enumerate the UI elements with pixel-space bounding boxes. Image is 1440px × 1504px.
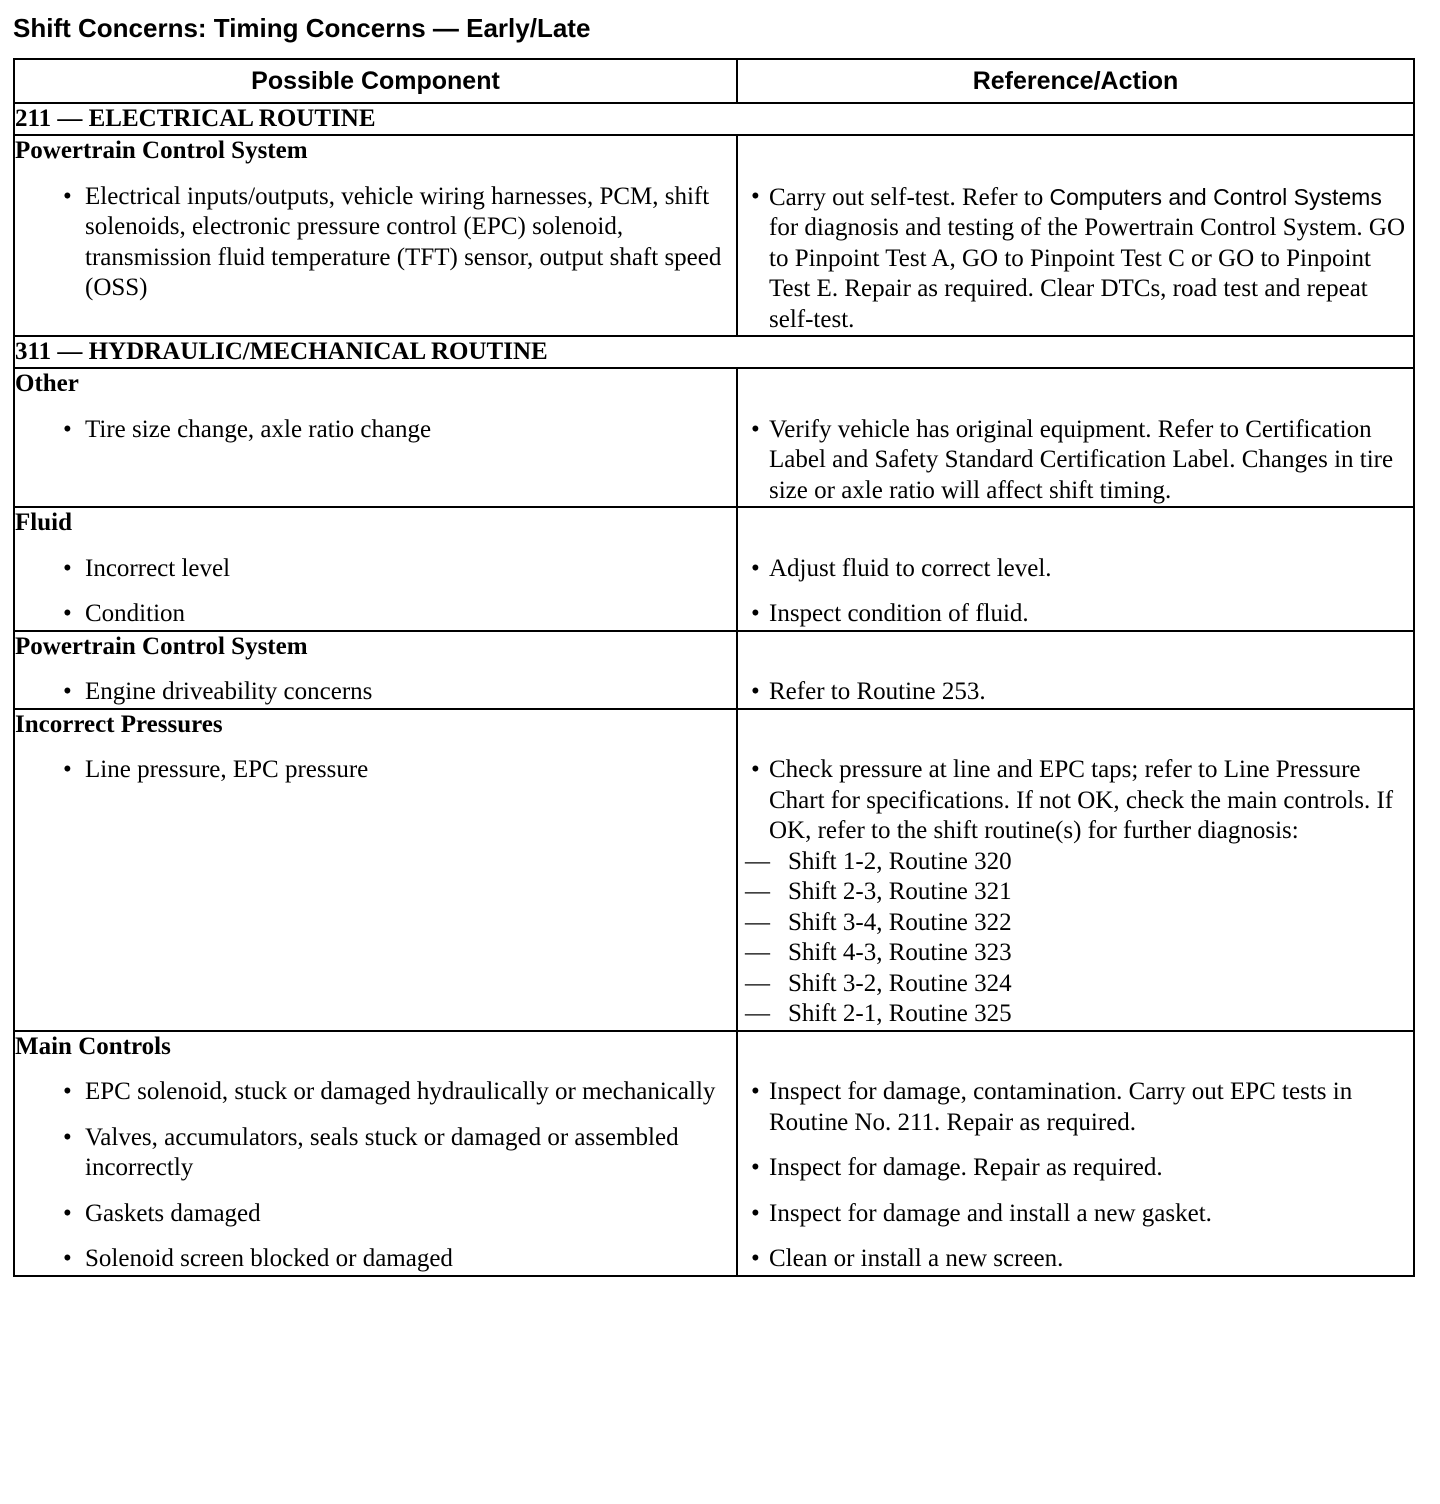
dash-icon: —	[745, 969, 770, 997]
category-label: Fluid	[15, 509, 72, 536]
component-text: Condition	[85, 600, 186, 627]
shift-routine-text: Shift 3-4, Routine 322	[788, 908, 1012, 936]
action-cell	[737, 1031, 1414, 1276]
component-item	[15, 755, 736, 786]
routine-heading-row	[14, 336, 1414, 368]
action-text-content: Adjust fluid to correct level.	[769, 554, 1052, 582]
bullet-icon: •	[751, 182, 760, 210]
component-item	[15, 554, 736, 585]
manual-section-reference: Computers and Control Systems	[1049, 183, 1382, 210]
bullet-icon: •	[751, 1154, 760, 1181]
action-item	[738, 1244, 1413, 1275]
bullet-icon: •	[63, 678, 72, 705]
shift-routine-item	[738, 877, 1413, 908]
bullet-icon: •	[63, 1123, 72, 1151]
action-item	[738, 1199, 1413, 1230]
action-text	[769, 1154, 1163, 1181]
table-row	[14, 135, 1414, 336]
header-reference-action: Reference/Action	[737, 59, 1414, 103]
header-row	[14, 59, 1414, 103]
action-item	[738, 182, 1413, 336]
action-item	[738, 554, 1413, 585]
bullet-icon: •	[751, 600, 760, 627]
bullet-icon: •	[751, 1245, 760, 1272]
action-text	[769, 1200, 1212, 1227]
diagnosis-table	[13, 58, 1415, 1277]
action-text	[769, 600, 1029, 627]
category-label: Incorrect Pressures	[15, 710, 223, 738]
action-text-post: for diagnosis and testing of the Powertrain Control System. GO to Pinpoint Test A, GO to Pinpoint Test C or GO to Pinpoint Test E. Repair as required. Clear DTCs, road test and repeat self-test.	[769, 214, 1406, 333]
action-text	[769, 756, 1393, 844]
action-text	[769, 1078, 1352, 1136]
component-cell	[14, 1031, 737, 1276]
shift-routine-text: Shift 4-3, Routine 323	[788, 939, 1012, 966]
component-item	[15, 1123, 736, 1184]
component-item	[15, 182, 736, 304]
component-text: Engine driveability concerns	[85, 678, 373, 705]
bullet-icon: •	[751, 415, 760, 443]
bullet-icon: •	[751, 756, 760, 783]
action-text-content: Inspect for damage, contamination. Carry out EPC tests in Routine No. 211. Repair as required.	[769, 1078, 1353, 1136]
action-text	[769, 1245, 1063, 1272]
shift-routine-text: Shift 2-3, Routine 321	[788, 878, 1012, 905]
action-item	[738, 1153, 1413, 1184]
component-item	[15, 599, 736, 630]
action-text-content: Verify vehicle has original equipment. Refer to Certification Label and Safety Standard Certification Label. Changes in tire size or axle ratio will affect shift timing.	[769, 415, 1394, 504]
category-spacer	[738, 369, 1413, 400]
action-item	[738, 677, 1413, 708]
category-label: Other	[15, 370, 79, 397]
shift-routine-text: Shift 3-2, Routine 324	[788, 969, 1012, 997]
action-item	[738, 599, 1413, 630]
dash-icon: —	[745, 939, 770, 966]
component-text: Gaskets damaged	[85, 1199, 261, 1227]
component-text: Tire size change, axle ratio change	[85, 415, 432, 443]
action-item	[738, 415, 1413, 507]
component-item	[15, 677, 736, 708]
component-cell	[14, 368, 737, 507]
category-spacer	[738, 710, 1413, 741]
action-text-content: Clean or install a new screen.	[769, 1245, 1064, 1272]
category-label: Powertrain Control System	[15, 632, 308, 660]
category-spacer	[738, 508, 1413, 539]
component-text: Solenoid screen blocked or damaged	[85, 1245, 453, 1272]
table-body	[14, 103, 1414, 1276]
category-label: Main Controls	[15, 1032, 171, 1060]
dash-icon: —	[745, 908, 770, 936]
routine-heading: 311 — HYDRAULIC/MECHANICAL ROUTINE	[14, 336, 1414, 368]
category-spacer	[738, 1032, 1413, 1063]
action-text	[769, 678, 986, 705]
bullet-icon: •	[63, 756, 72, 783]
action-text	[769, 184, 1405, 333]
bullet-icon: •	[63, 1199, 72, 1227]
action-text	[769, 416, 1393, 504]
component-item	[15, 1077, 736, 1108]
shift-routine-text: Shift 1-2, Routine 320	[788, 847, 1012, 875]
page-title: Shift Concerns: Timing Concerns — Early/Late	[13, 13, 591, 43]
shift-routine-item	[738, 847, 1413, 878]
component-cell	[14, 135, 737, 336]
table-row	[14, 631, 1414, 709]
action-text-content: Check pressure at line and EPC taps; refer to Line Pressure Chart for specifications. If not OK, check the main controls. If OK, refer to the shift routine(s) for further diagnosis:	[769, 756, 1394, 844]
header-possible-component: Possible Component	[14, 59, 737, 103]
action-item	[738, 755, 1413, 1030]
shift-routine-item	[738, 999, 1413, 1030]
component-item	[15, 415, 736, 446]
table-row	[14, 1031, 1414, 1276]
action-text-content: Refer to Routine 253.	[769, 678, 986, 705]
bullet-icon: •	[63, 600, 72, 627]
action-text-content: Inspect for damage and install a new gasket.	[769, 1199, 1212, 1227]
component-text: Electrical inputs/outputs, vehicle wiring harnesses, PCM, shift solenoids, electronic pressure control (EPC) solenoid, transmission fluid temperature (TFT) sensor, output shaft speed (OSS)	[85, 182, 722, 301]
dash-icon: —	[745, 847, 770, 875]
shift-routine-item	[738, 969, 1413, 1000]
bullet-icon: •	[63, 1078, 72, 1105]
bullet-icon: •	[63, 554, 72, 582]
dash-icon: —	[745, 878, 770, 905]
shift-routine-item	[738, 908, 1413, 939]
category-spacer	[738, 136, 1413, 167]
component-item	[15, 1244, 736, 1275]
bullet-icon: •	[751, 678, 760, 705]
action-cell	[737, 631, 1414, 709]
action-text-content: Inspect condition of fluid.	[769, 600, 1029, 627]
component-cell	[14, 507, 737, 631]
component-item	[15, 1199, 736, 1230]
action-cell	[737, 507, 1414, 631]
routine-heading: 211 — ELECTRICAL ROUTINE	[14, 103, 1414, 135]
shift-routine-list	[738, 847, 1413, 1030]
category-spacer	[738, 632, 1413, 663]
component-cell	[14, 631, 737, 709]
action-cell	[737, 709, 1414, 1031]
bullet-icon: •	[751, 554, 760, 582]
category-label: Powertrain Control System	[15, 137, 308, 164]
bullet-icon: •	[63, 182, 72, 210]
bullet-icon: •	[63, 415, 72, 443]
table-row	[14, 507, 1414, 631]
bullet-icon: •	[751, 1078, 760, 1105]
component-text: Valves, accumulators, seals stuck or damaged or assembled incorrectly	[85, 1123, 679, 1181]
action-cell	[737, 135, 1414, 336]
action-text	[769, 555, 1052, 582]
table-row	[14, 368, 1414, 507]
routine-heading-row	[14, 103, 1414, 135]
action-item	[738, 1077, 1413, 1138]
action-text-pre: Carry out self-test. Refer to	[769, 183, 1050, 211]
table-row	[14, 709, 1414, 1031]
bullet-icon: •	[63, 1245, 72, 1272]
component-text: Line pressure, EPC pressure	[85, 756, 369, 783]
action-text-content: Inspect for damage. Repair as required.	[769, 1154, 1163, 1181]
dash-icon: —	[745, 1000, 770, 1027]
component-cell	[14, 709, 737, 1031]
action-cell	[737, 368, 1414, 507]
component-text: Incorrect level	[85, 554, 231, 582]
bullet-icon: •	[751, 1199, 760, 1227]
shift-routine-text: Shift 2-1, Routine 325	[788, 1000, 1012, 1027]
shift-routine-item	[738, 938, 1413, 969]
component-text: EPC solenoid, stuck or damaged hydraulically or mechanically	[85, 1078, 716, 1105]
